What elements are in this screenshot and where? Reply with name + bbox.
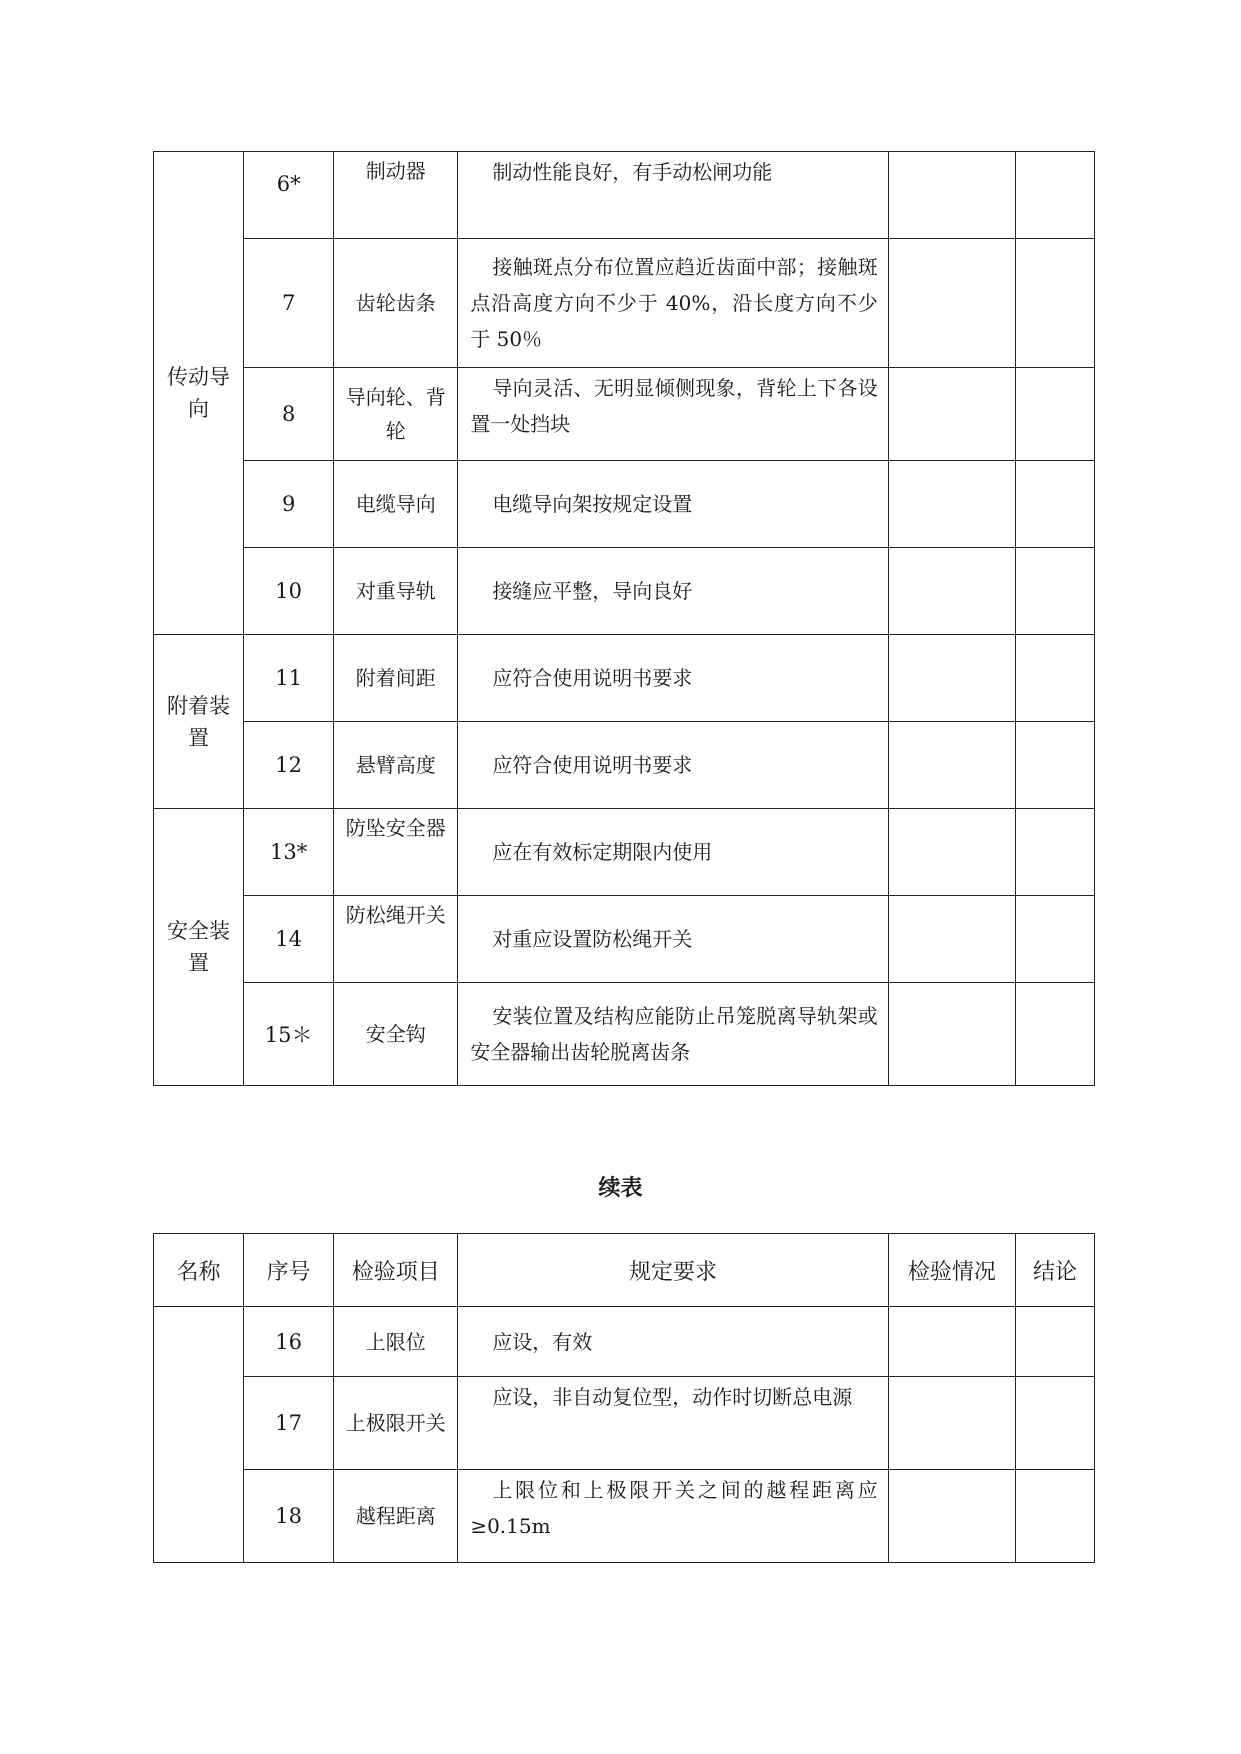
conclusion-cell [1015,722,1094,809]
conclusion-cell [1015,152,1094,239]
inspection-result-cell [888,239,1015,368]
conclusion-cell [1015,548,1094,635]
continuation-title: 续表 [598,1176,643,1201]
category-label: 附着装置 [167,693,231,750]
requirement-text: 应设，非自动复位型，动作时切断总电源 [458,1377,888,1470]
row-number: 10 [244,548,334,635]
table-row [154,809,1095,896]
conclusion-cell [1015,1377,1094,1470]
header-requirement: 规定要求 [458,1234,888,1307]
row-number: 17 [244,1377,334,1470]
table-row [154,461,1095,548]
inspection-result-cell [888,1470,1015,1563]
header-number: 序号 [244,1234,334,1307]
row-number: 9 [244,461,334,548]
inspection-result-cell [888,809,1015,896]
requirement-text: 上限位和上极限开关之间的越程距离应≥0.15m [458,1470,888,1563]
inspection-item: 越程距离 [334,1470,458,1563]
header-inspection-result: 检验情况 [888,1234,1015,1307]
requirement-text: 接缝应平整，导向良好 [458,548,888,635]
row-number: 6* [244,152,334,239]
conclusion-cell [1015,239,1094,368]
category-cell [154,809,244,1086]
category-label: 传动导向 [167,365,231,421]
category-label: 安全装置 [167,919,231,975]
conclusion-cell [1015,809,1094,896]
inspection-item: 防松绳开关 [334,896,458,983]
inspection-result-cell [888,548,1015,635]
inspection-item: 防坠安全器 [334,809,458,896]
table-row [154,722,1095,809]
table-row [154,239,1095,368]
inspection-table [153,151,1095,1086]
row-number: 11 [244,635,334,722]
conclusion-cell [1015,368,1094,461]
inspection-result-cell [888,983,1015,1086]
inspection-result-cell [888,722,1015,809]
row-number: 15＊ [244,983,334,1086]
row-number: 8 [244,368,334,461]
row-number: 14 [244,896,334,983]
requirement-text: 制动性能良好，有手动松闸功能 [458,152,888,239]
table-row [154,1470,1095,1563]
inspection-result-cell [888,152,1015,239]
inspection-item: 齿轮齿条 [334,239,458,368]
inspection-result-cell [888,896,1015,983]
table-row [154,983,1095,1086]
inspection-item: 上极限开关 [334,1377,458,1470]
table-row [154,635,1095,722]
table-row [154,368,1095,461]
conclusion-cell [1015,1470,1094,1563]
header-conclusion: 结论 [1015,1234,1094,1307]
header-item: 检验项目 [334,1234,458,1307]
inspection-result-cell [888,1307,1015,1377]
row-number: 18 [244,1470,334,1563]
inspection-item: 对重导轨 [334,548,458,635]
table-row [154,152,1095,239]
table-row [154,896,1095,983]
inspection-result-cell [888,368,1015,461]
row-number: 12 [244,722,334,809]
inspection-table-continued [153,1233,1095,1563]
inspection-item: 上限位 [334,1307,458,1377]
conclusion-cell [1015,1307,1094,1377]
row-number: 16 [244,1307,334,1377]
inspection-result-cell [888,1377,1015,1470]
requirement-text: 应符合使用说明书要求 [458,722,888,809]
row-number: 7 [244,239,334,368]
header-row [154,1234,1095,1307]
inspection-result-cell [888,635,1015,722]
inspection-item: 悬臂高度 [334,722,458,809]
requirement-text: 应符合使用说明书要求 [458,635,888,722]
row-number: 13* [244,809,334,896]
inspection-item: 附着间距 [334,635,458,722]
header-name: 名称 [154,1234,244,1307]
table-row [154,1377,1095,1470]
table-row [154,548,1095,635]
table-row [154,1307,1095,1377]
requirement-text: 应设，有效 [458,1307,888,1377]
requirement-text: 对重应设置防松绳开关 [458,896,888,983]
conclusion-cell [1015,461,1094,548]
inspection-result-cell [888,461,1015,548]
inspection-item: 电缆导向 [334,461,458,548]
requirement-text: 导向灵活、无明显倾侧现象，背轮上下各设置一处挡块 [458,368,888,461]
inspection-item: 导向轮、背轮 [334,368,458,461]
conclusion-cell [1015,896,1094,983]
category-cell [154,635,244,809]
requirement-text: 安装位置及结构应能防止吊笼脱离导轨架或安全器输出齿轮脱离齿条 [458,983,888,1086]
conclusion-cell [1015,635,1094,722]
requirement-text: 接触斑点分布位置应趋近齿面中部；接触斑点沿高度方向不少于 40%，沿长度方向不少于 50％ [458,239,888,368]
category-cell [154,1307,244,1563]
requirement-text: 应在有效标定期限内使用 [458,809,888,896]
inspection-item: 安全钩 [334,983,458,1086]
requirement-text: 电缆导向架按规定设置 [458,461,888,548]
inspection-item: 制动器 [334,152,458,239]
category-cell [154,152,244,635]
conclusion-cell [1015,983,1094,1086]
